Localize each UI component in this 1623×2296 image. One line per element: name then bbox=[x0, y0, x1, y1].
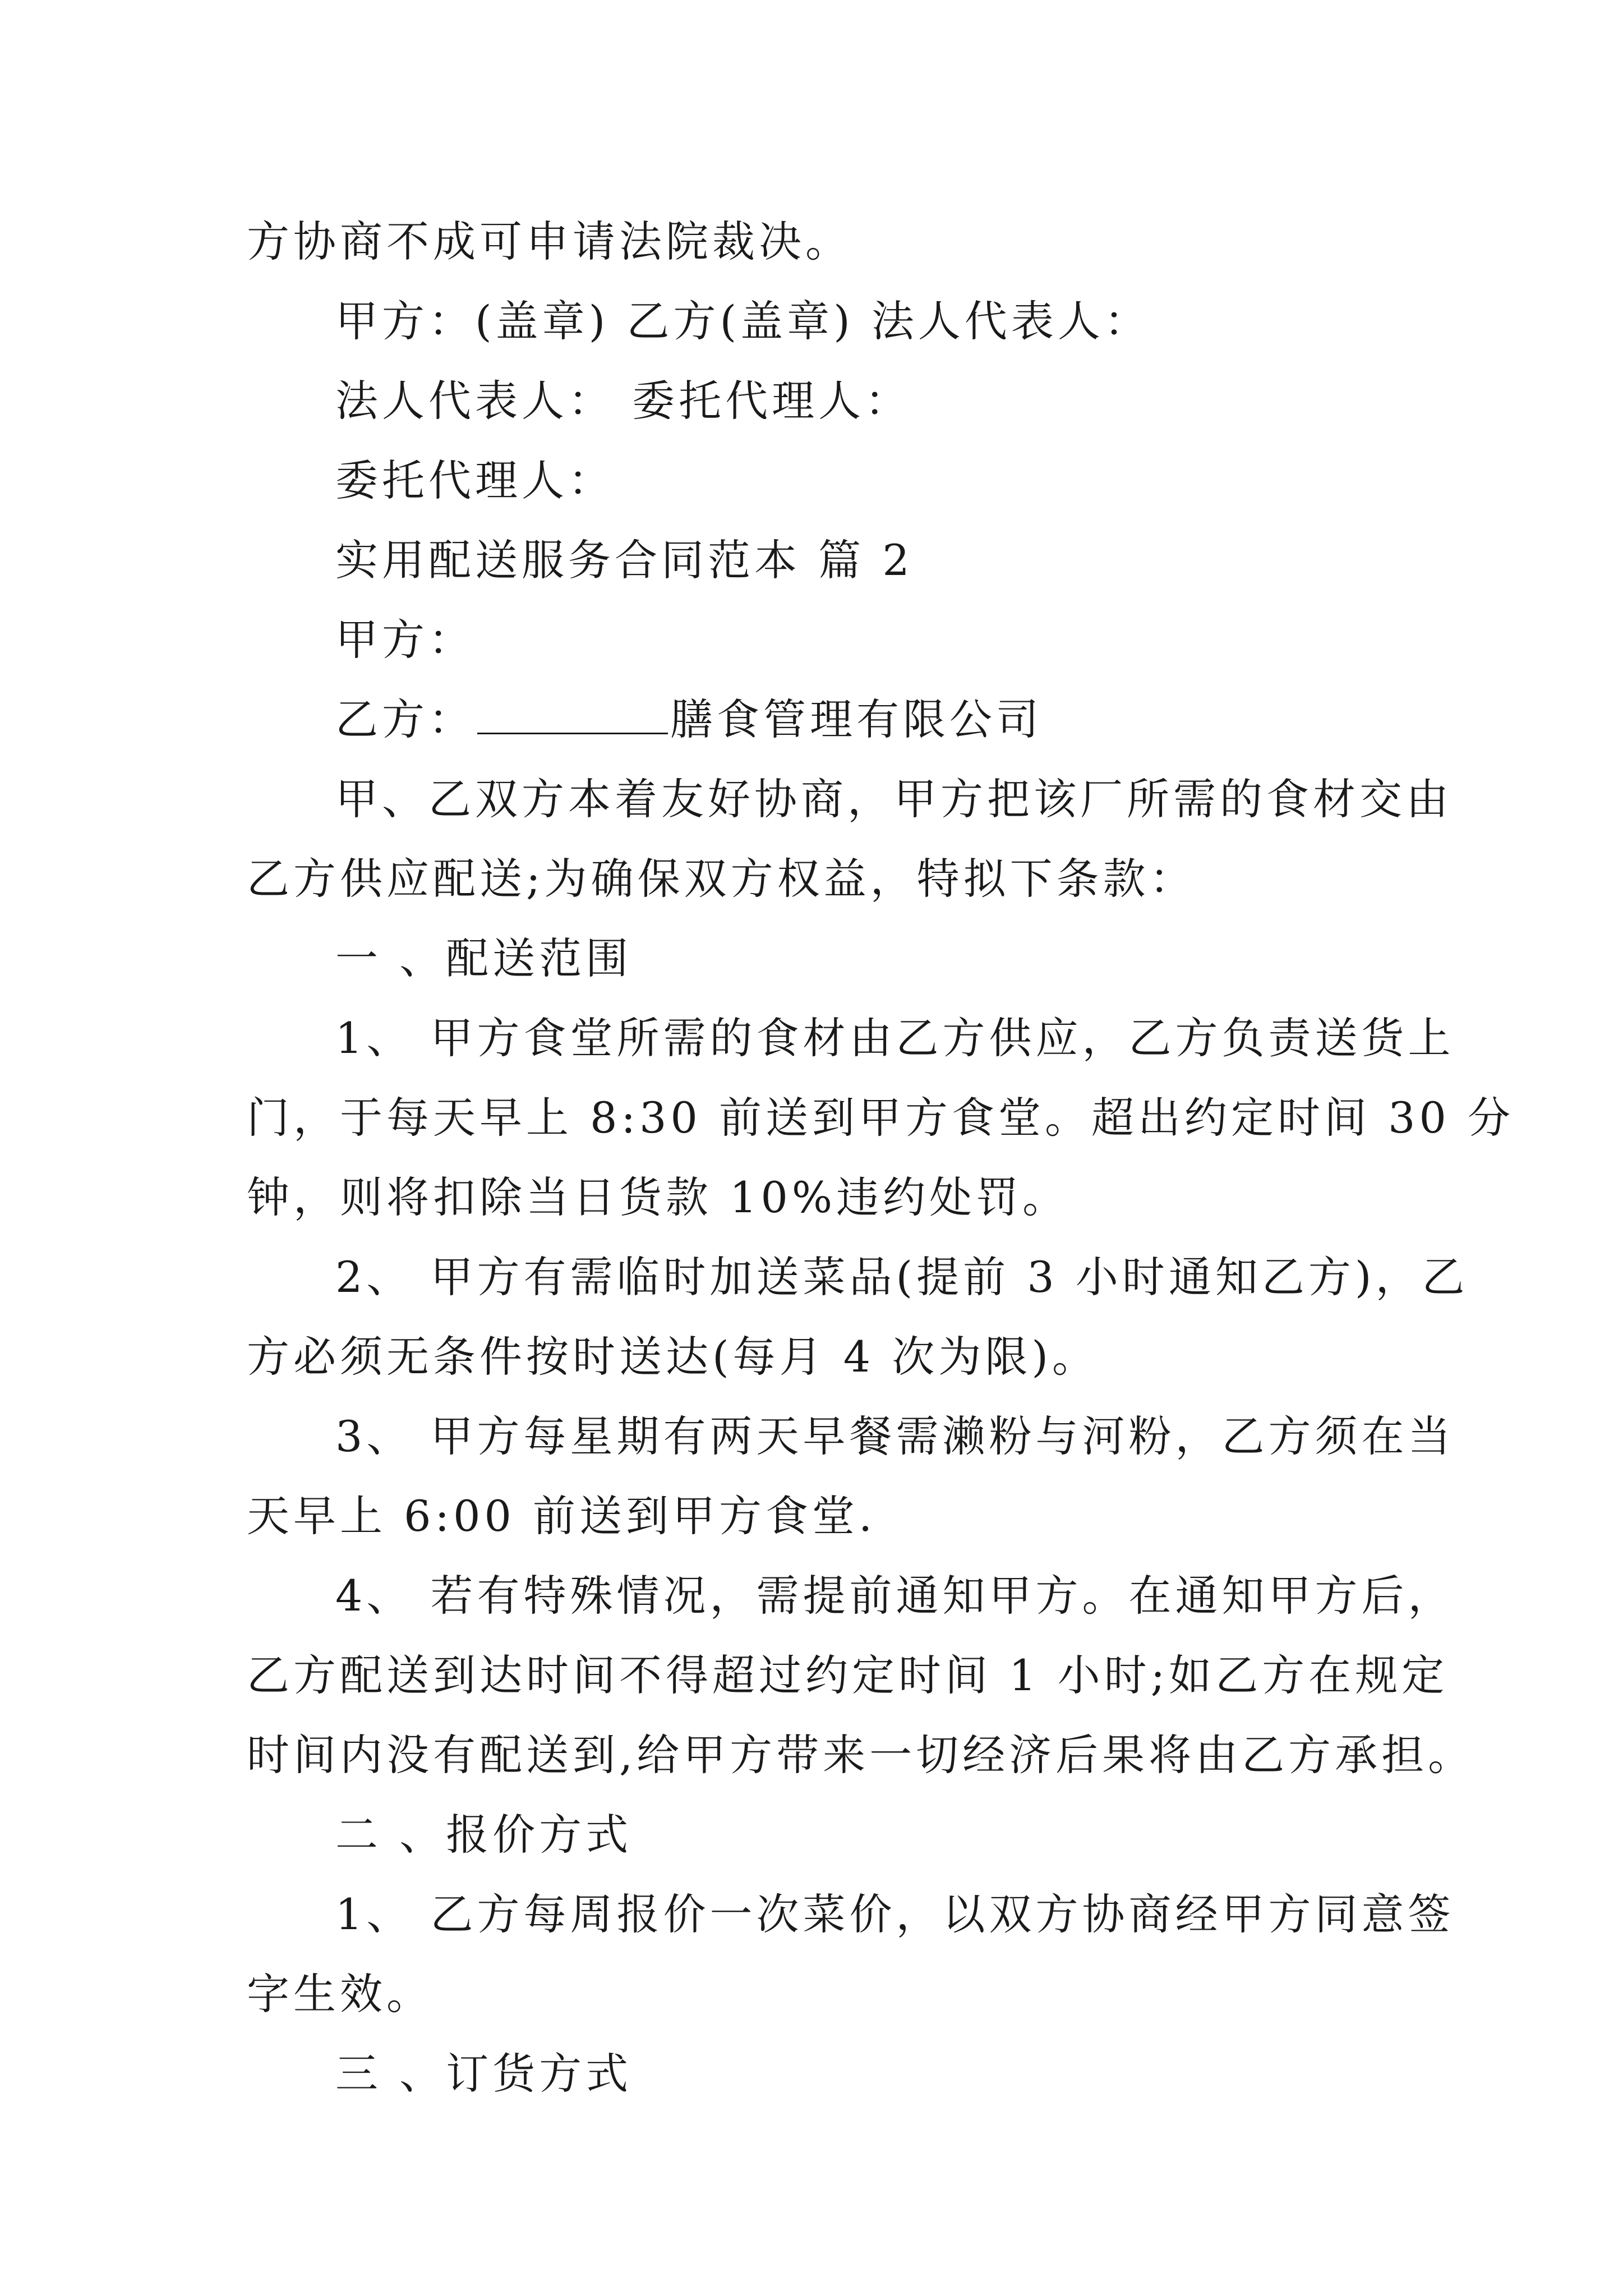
party-b-company: 膳食管理有限公司 bbox=[670, 694, 1043, 744]
heading-line: 三 、订货方式 bbox=[335, 2049, 633, 2099]
text-line: 3、 甲方每星期有两天早餐需濑粉与河粉，乙方须在当 bbox=[335, 1411, 1455, 1461]
heading-line: 一 、配送范围 bbox=[335, 933, 633, 983]
text-line: 钟，则将扣除当日货款 10%违约处罚。 bbox=[247, 1172, 1069, 1222]
section-title: 实用配送服务合同范本 篇 2 bbox=[335, 535, 914, 585]
text-line: 乙方配送到达时间不得超过约定时间 1 小时;如乙方在规定 bbox=[247, 1650, 1449, 1700]
blank-underline bbox=[477, 699, 668, 734]
heading-line: 二 、报价方式 bbox=[335, 1810, 633, 1860]
text-line: 1、 甲方食堂所需的食材由乙方供应，乙方负责送货上 bbox=[335, 1013, 1455, 1063]
text-line: 委托代理人： bbox=[335, 455, 615, 505]
text-line: 时间内没有配送到,给甲方带来一切经济后果将由乙方承担。 bbox=[247, 1730, 1475, 1780]
party-b-label: 乙方： bbox=[335, 694, 475, 744]
text-line: 甲方：(盖章) 乙方(盖章) 法人代表人： bbox=[335, 296, 1151, 346]
text-line: 方协商不成可申请法院裁决。 bbox=[247, 217, 852, 266]
text-line: 门，于每天早上 8:30 前送到甲方食堂。超出约定时间 30 分 bbox=[247, 1093, 1515, 1143]
text-line: 甲、乙双方本着友好协商，甲方把该厂所需的食材交由 bbox=[335, 774, 1453, 824]
text-line: 1、 乙方每周报价一次菜价，以双方协商经甲方同意签 bbox=[335, 1889, 1455, 1939]
text-line: 天早上 6:00 前送到甲方食堂. bbox=[247, 1491, 877, 1541]
text-line: 2、 甲方有需临时加送菜品(提前 3 小时通知乙方)，乙 bbox=[335, 1252, 1469, 1302]
text-line: 乙方供应配送;为确保双方权益，特拟下条款： bbox=[247, 854, 1196, 904]
text-line: 方必须无条件按时送达(每月 4 次为限)。 bbox=[247, 1332, 1099, 1382]
text-line: 法人代表人： 委托代理人： bbox=[335, 376, 912, 426]
text-line: 字生效。 bbox=[247, 1969, 433, 2019]
party-a-line: 甲方： bbox=[335, 615, 475, 665]
contract-text bbox=[247, 202, 1515, 2114]
party-b-line bbox=[247, 680, 1391, 760]
text-line: 4、 若有特殊情况，需提前通知甲方。在通知甲方后， bbox=[335, 1571, 1455, 1621]
